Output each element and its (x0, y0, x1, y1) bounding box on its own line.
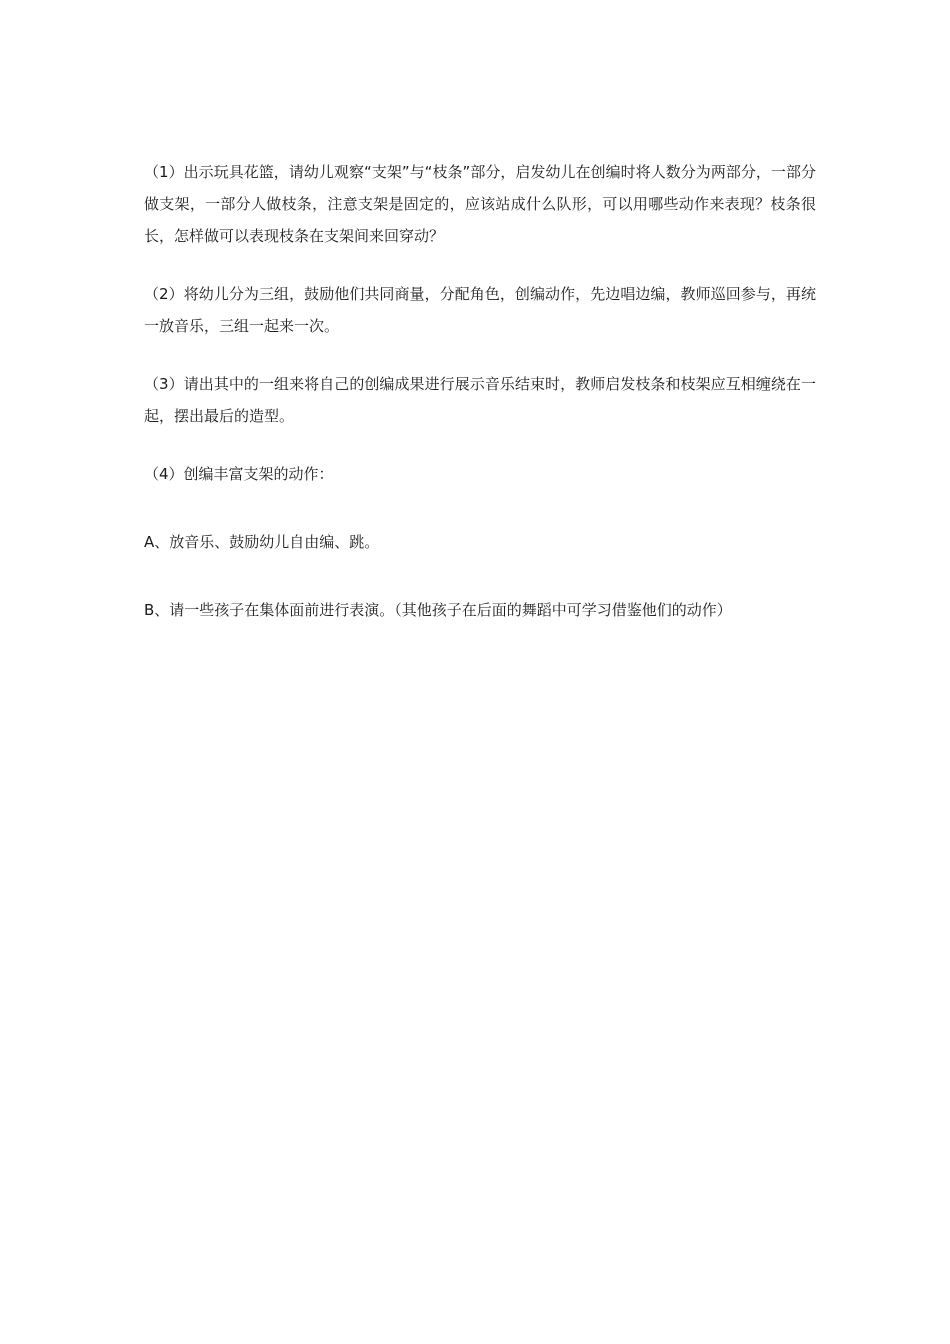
paragraph-step-3: （3）请出其中的一组来将自己的创编成果进行展示音乐结束时，教师启发枝条和枝架应互相缠绕在一起，摆出最后的造型。 (144, 375, 816, 425)
paragraph-item-a: A、放音乐、鼓励幼儿自由编、跳。 (144, 533, 380, 551)
document-body (144, 156, 816, 626)
paragraph-step-4: （4）创编丰富支架的动作： (144, 465, 334, 483)
paragraph-step-2: （2）将幼儿分为三组，鼓励他们共同商量，分配角色，创编动作，先边唱边编，教师巡回参与，再统一放音乐，三组一起来一次。 (144, 285, 816, 335)
paragraph-step-1: （1）出示玩具花篮，请幼儿观察“支架”与“枝条”部分，启发幼儿在创编时将人数分为两部分，一部分做支架，一部分人做枝条，注意支架是固定的，应该站成什么队形，可以用哪些动作来表现？枝条很长，怎样做可以表现枝条在支架间来回穿动？ (144, 163, 816, 245)
paragraph-item-b: B、请一些孩子在集体面前进行表演。（其他孩子在后面的舞蹈中可学习借鉴他们的动作） (144, 601, 732, 619)
